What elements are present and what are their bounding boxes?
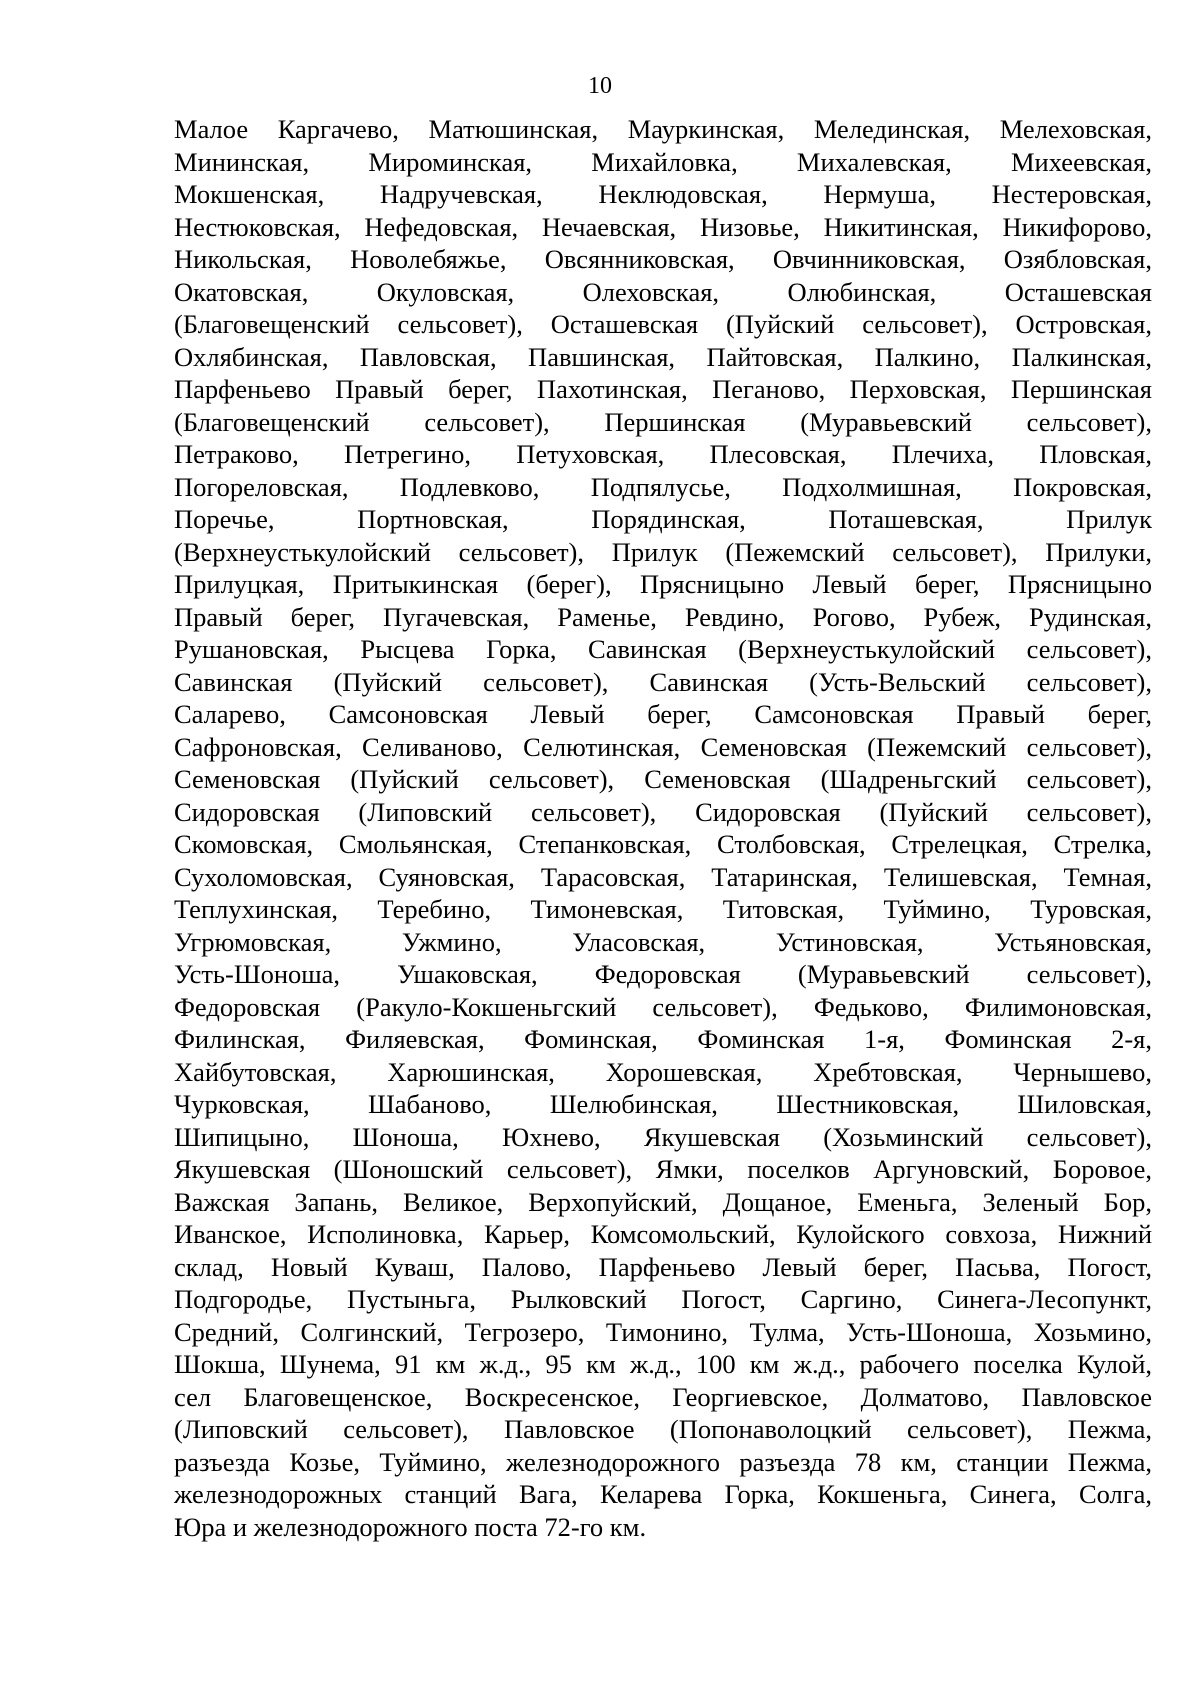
- text-line: Погореловская, Подлевково, Подпялусье, Подхолмишная, Покровская,: [174, 471, 1152, 502]
- text-line: Охлябинская, Павловская, Павшинская, Пайтовская, Палкино, Палкинская,: [174, 341, 1152, 372]
- text-line: Юра и железнодорожного поста 72-го км.: [174, 1511, 647, 1542]
- text-line: Якушевская (Шоношский сельсовет), Ямки, поселков Аргуновский, Боровое,: [174, 1154, 1152, 1184]
- text-line: Хайбутовская, Харюшинская, Хорошевская, Хребтовская, Чернышево,: [174, 1056, 1152, 1087]
- text-line: (Благовещенский сельсовет), Осташевская (Пуйский сельсовет), Островская,: [174, 309, 1152, 339]
- text-line: Мининская, Мироминская, Михайловка, Михалевская, Михеевская,: [174, 146, 1152, 177]
- text-line: Усть-Шоноша, Ушаковская, Федоровская (Муравьевский сельсовет),: [174, 959, 1152, 989]
- text-line: сел Благовещенское, Воскресенское, Георгиевское, Долматово, Павловское: [174, 1381, 1152, 1412]
- text-line: Угрюмовская, Ужмино, Уласовская, Устиновская, Устьяновская,: [174, 926, 1152, 957]
- text-line: (Благовещенский сельсовет), Першинская (Муравьевский сельсовет),: [174, 406, 1152, 437]
- text-line: Парфеньево Правый берег, Пахотинская, Пеганово, Перховская, Першинская: [174, 374, 1152, 404]
- text-line: Теплухинская, Теребино, Тимоневская, Титовская, Туймино, Туровская,: [174, 894, 1152, 924]
- text-line: Саларево, Самсоновская Левый берег, Самсоновская Правый берег,: [174, 699, 1152, 729]
- text-line: Шипицыно, Шоноша, Юхнево, Якушевская (Хозьминский сельсовет),: [174, 1121, 1152, 1152]
- text-line: Чурковская, Шабаново, Шелюбинская, Шестниковская, Шиловская,: [174, 1089, 1152, 1119]
- text-line: Федоровская (Ракуло-Кокшеньгский сельсовет), Федьково, Филимоновская,: [174, 991, 1152, 1022]
- text-line: Сухоломовская, Суяновская, Тарасовская, Татаринская, Телишевская, Темная,: [174, 861, 1152, 892]
- page-number: 10: [588, 73, 612, 99]
- text-line: Никольская, Новолебяжье, Овсянниковская, Овчинниковская, Озябловская,: [174, 244, 1152, 274]
- text-line: Скомовская, Смольянская, Степанковская, Столбовская, Стрелецкая, Стрелка,: [174, 829, 1152, 859]
- text-line: Подгородье, Пустыньга, Рылковский Погост, Саргино, Синега-Лесопункт,: [174, 1284, 1152, 1314]
- text-line: Шокша, Шунема, 91 км ж.д., 95 км ж.д., 100 км ж.д., рабочего поселка Кулой,: [174, 1349, 1152, 1379]
- text-line: Важская Запань, Великое, Верхопуйский, Дощаное, Еменьга, Зеленый Бор,: [174, 1186, 1152, 1217]
- text-line: Окатовская, Окуловская, Олеховская, Олюбинская, Осташевская: [174, 276, 1152, 307]
- text-line: Средний, Солгинский, Тегрозеро, Тимонино, Тулма, Усть-Шоноша, Хозьмино,: [174, 1316, 1152, 1347]
- text-line: Савинская (Пуйский сельсовет), Савинская (Усть-Вельский сельсовет),: [174, 666, 1152, 697]
- text-line: железнодорожных станций Вага, Келарева Горка, Кокшеньга, Синега, Солга,: [174, 1479, 1152, 1509]
- text-line: Рушановская, Рысцева Горка, Савинская (Верхнеустькулойский сельсовет),: [174, 634, 1152, 664]
- text-line: Иванское, Исполиновка, Карьер, Комсомольский, Кулойского совхоза, Нижний: [174, 1219, 1152, 1249]
- text-line: Сидоровская (Липовский сельсовет), Сидоровская (Пуйский сельсовет),: [174, 796, 1152, 827]
- text-line: Семеновская (Пуйский сельсовет), Семеновская (Шадреньгский сельсовет),: [174, 764, 1152, 794]
- text-line: Сафроновская, Селиваново, Селютинская, Семеновская (Пежемский сельсовет),: [174, 731, 1152, 762]
- text-line: Поречье, Портновская, Порядинская, Поташевская, Прилук: [174, 504, 1152, 534]
- text-line: Мокшенская, Надручевская, Неклюдовская, Нермуша, Нестеровская,: [174, 179, 1152, 209]
- text-line: Петраково, Петрегино, Петуховская, Плесовская, Плечиха, Пловская,: [174, 439, 1152, 469]
- text-line: (Верхнеустькулойский сельсовет), Прилук (Пежемский сельсовет), Прилуки,: [174, 536, 1152, 567]
- text-line: Малое Каргачево, Матюшинская, Мауркинская, Мелединская, Мелеховская,: [174, 114, 1152, 144]
- text-line: Нестюковская, Нефедовская, Нечаевская, Низовье, Никитинская, Никифорово,: [174, 211, 1152, 242]
- text-line: Прилуцкая, Притыкинская (берег), Прясницыно Левый берег, Прясницыно: [174, 569, 1152, 599]
- text-line: склад, Новый Куваш, Палово, Парфеньево Левый берег, Пасьва, Погост,: [174, 1251, 1152, 1282]
- text-line: разъезда Козье, Туймино, железнодорожного разъезда 78 км, станции Пежма,: [174, 1446, 1152, 1477]
- body-text: [174, 113, 1152, 1543]
- text-line: (Липовский сельсовет), Павловское (Попонаволоцкий сельсовет), Пежма,: [174, 1414, 1152, 1444]
- text-line: Правый берег, Пугачевская, Раменье, Ревдино, Рогово, Рубеж, Рудинская,: [174, 601, 1152, 632]
- text-line: Филинская, Филяевская, Фоминская, Фоминская 1-я, Фоминская 2-я,: [174, 1024, 1152, 1054]
